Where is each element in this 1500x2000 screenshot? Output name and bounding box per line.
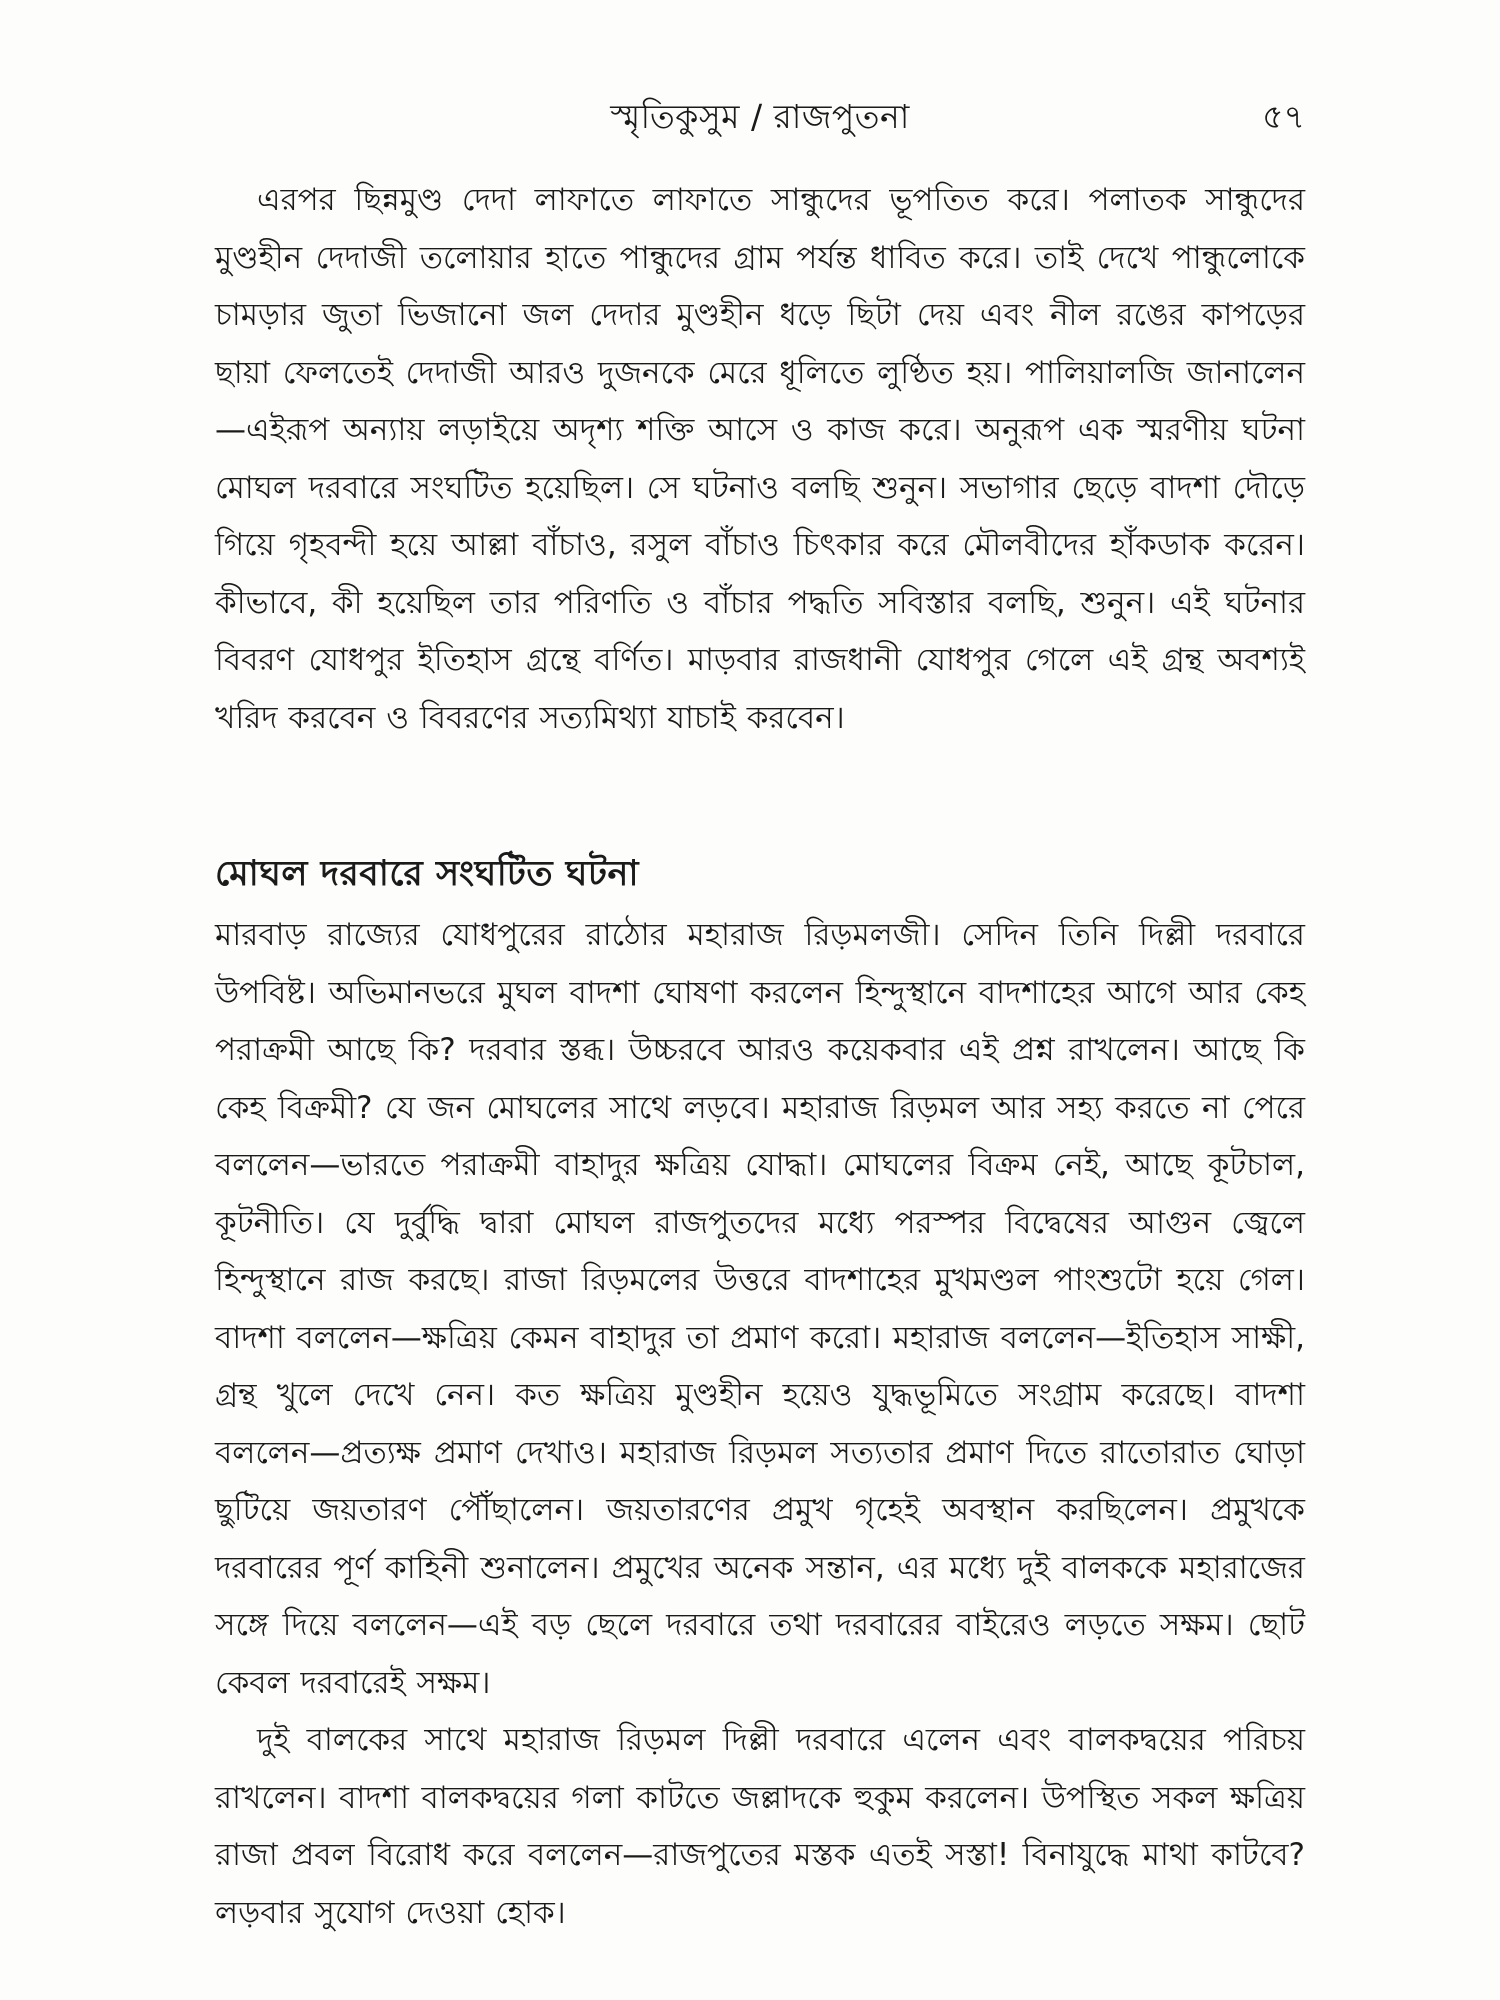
section-paragraph-1: মারবাড় রাজ্যের যোধপুরের রাঠোর মহারাজ রিড়মলজী। সেদিন তিনি দিল্লী দরবারে উপবিষ্ট। অভিমানভরে মুঘল বাদশা ঘোষণা করলেন হিন্দুস্থানে বাদশাহের আগে আর কেহ পরাক্রমী আছে কি? দরবার স্তব্ধ। উচ্চরবে আরও কয়েকবার এই প্রশ্ন রাখলেন। আছে কি কেহ বিক্রমী? যে জন মোঘলের সাথে লড়বে। মহারাজ রিড়মল আর সহ্য করতে না পেরে বললেন—ভারতে পরাক্রমী বাহাদুর ক্ষত্রিয় যোদ্ধা। মোঘলের বিক্রম নেই, আছে কূটচাল, কূটনীতি। যে দুর্বুদ্ধি দ্বারা মোঘল রাজপুতদের মধ্যে পরস্পর বিদ্বেষের আগুন জ্বেলে হিন্দুস্থানে রাজ করছে। রাজা রিড়মলের উত্তরে বাদশাহের মুখমণ্ডল পাংশুটো হয়ে গেল। বাদশা বললেন—ক্ষত্রিয় কেমন বাহাদুর তা প্রমাণ করো। মহারাজ বললেন—ইতিহাস সাক্ষী, গ্রন্থ খুলে দেখে নেন। কত ক্ষত্রিয় মুণ্ডহীন হয়েও যুদ্ধভূমিতে সংগ্রাম করেছে। বাদশা বললেন—প্রত্যক্ষ প্রমাণ দেখাও। মহারাজ রিড়মল সত্যতার প্রমাণ দিতে রাতোরাত ঘোড়া ছুটিয়ে জয়তারণ পৌঁছালেন। জয়তারণের প্রমুখ গৃহেই অবস্থান করছিলেন। প্রমুখকে দরবারের পূর্ণ কাহিনী শুনালেন। প্রমুখের অনেক সন্তান, এর মধ্যে দুই বালককে মহারাজের সঙ্গে দিয়ে বললেন—এই বড় ছেলে দরবারে তথা দরবারের বাইরেও লড়তে সক্ষম। ছোট কেবল দরবারেই সক্ষম। [215, 917, 1305, 1701]
section-heading: মোঘল দরবারে সংঘটিত ঘটনা [215, 854, 640, 894]
section-paragraph-2: দুই বালকের সাথে মহারাজ রিড়মল দিল্লী দরবারে এলেন এবং বালকদ্বয়ের পরিচয় রাখলেন। বাদশা বালকদ্বয়ের গলা কাটতে জল্লাদকে হুকুম করলেন। উপস্থিত সকল ক্ষত্রিয় রাজা প্রবল বিরোধ করে বললেন—রাজপুতের মস্তক এতই সস্তা! বিনাযুদ্ধে মাথা কাটবে? লড়বার সুযোগ দেওয়া হোক। [215, 1722, 1305, 1931]
paragraph-continuation: এরপর ছিন্নমুণ্ড দেদা লাফাতে লাফাতে সান্ধুদের ভূপতিত করে। পলাতক সান্ধুদের মুণ্ডহীন দেদাজী তলোয়ার হাতে পান্ধুদের গ্রাম পর্যন্ত ধাবিত করে। তাই দেখে পান্ধুলোকে চামড়ার জুতা ভিজানো জল দেদার মুণ্ডহীন ধড়ে ছিটা দেয় এবং নীল রঙের কাপড়ের ছায়া ফেলতেই দেদাজী আরও দুজনকে মেরে ধূলিতে লুণ্ঠিত হয়। পালিয়ালজি জানালেন—এইরূপ অন্যায় লড়াইয়ে অদৃশ্য শক্তি আসে ও কাজ করে। অনুরূপ এক স্মরণীয় ঘটনা মোঘল দরবারে সংঘটিত হয়েছিল। সে ঘটনাও বলছি শুনুন। সভাগার ছেড়ে বাদশা দৌড়ে গিয়ে গৃহবন্দী হয়ে আল্লা বাঁচাও, রসুল বাঁচাও চিৎকার করে মৌলবীদের হাঁকডাক করেন। কীভাবে, কী হয়েছিল তার পরিণতি ও বাঁচার পদ্ধতি সবিস্তার বলছি, শুনুন। এই ঘটনার বিবরণ যোধপুর ইতিহাস গ্রন্থে বর্ণিত। মাড়বার রাজধানী যোধপুর গেলে এই গ্রন্থ অবশ্যই খরিদ করবেন ও বিবরণের সত্যমিথ্যা যাচাই করবেন। [215, 182, 1305, 736]
running-title: স্মৃতিকুসুম / রাজপুতনা [610, 97, 910, 136]
running-header [215, 92, 1305, 142]
opening-text-block [215, 172, 1305, 747]
section-block [215, 845, 1305, 1942]
page-number: ৫৭ [1262, 97, 1305, 136]
